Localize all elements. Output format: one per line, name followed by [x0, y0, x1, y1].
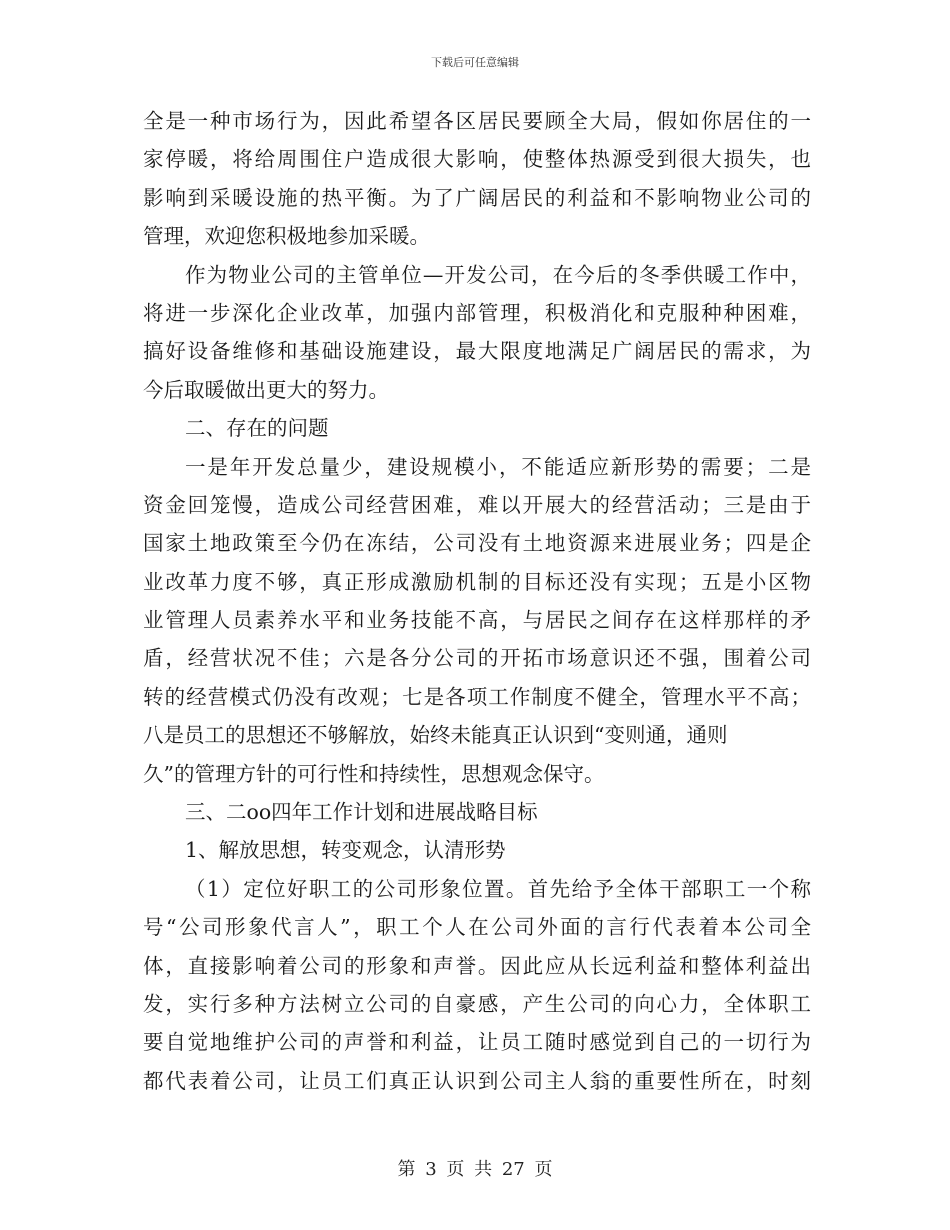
text-line: 资金回笼慢，造成公司经营困难，难以开展大的经营活动；三是由于: [143, 492, 811, 517]
section-heading: 三、二oo四年工作计划和进展战略目标: [185, 800, 538, 825]
page-number: 第 3 页 共 27 页: [397, 1159, 553, 1180]
text-line: 业管理人员素养水平和业务技能不高，与居民之间存在这样那样的矛: [143, 608, 811, 633]
text-line: 都代表着公司，让员工们真正认识到公司主人翁的重要性所在，时刻: [143, 1068, 811, 1093]
text-line: 将进一步深化企业改革，加强内部管理，积极消化和克服种种困难，: [143, 300, 811, 325]
section-heading: 二、存在的问题: [185, 416, 329, 441]
subsection-heading: 1、解放思想，转变观念，认清形势: [185, 838, 506, 863]
text-line: 搞好设备维修和基础设施建设，最大限度地满足广阔居民的需求，为: [143, 339, 811, 364]
body-text: [143, 102, 811, 1100]
text-line: 发，实行多种方法树立公司的自豪感，产生公司的向心力，全体职工: [143, 991, 811, 1016]
text-line: 影响到采暖设施的热平衡。为了广阔居民的利益和不影响物业公司的: [143, 185, 811, 210]
text-line: 转的经营模式仍没有改观；七是各项工作制度不健全，管理水平不高；: [143, 684, 811, 709]
text-line: 家停暖，将给周围住户造成很大影响，使整体热源受到很大损失，也: [143, 147, 811, 172]
text-line: （1）定位好职工的公司形象位置。首先给予全体干部职工一个称: [185, 876, 811, 901]
text-line: 八是员工的思想还不够解放，始终未能真正认识到“变则通，通则: [143, 723, 728, 748]
text-line: 盾，经营状况不佳；六是各分公司的开拓市场意识还不强，围着公司: [143, 646, 811, 671]
header-note: 下载后可任意编辑: [431, 56, 519, 69]
text-line: 久”的管理方针的可行性和持续性，思想观念保守。: [143, 761, 605, 786]
text-line: 全是一种市场行为，因此希望各区居民要顾全大局，假如你居住的一: [143, 109, 811, 133]
text-line: 号“公司形象代言人”，职工个人在公司外面的言行代表着本公司全: [143, 915, 811, 940]
text-line: 作为物业公司的主管单位—开发公司，在今后的冬季供暖工作中，: [185, 262, 811, 287]
text-line: 国家土地政策至今仍在冻结，公司没有土地资源来进展业务；四是企: [143, 531, 811, 556]
text-line: 管理，欢迎您积极地参加采暖。: [143, 224, 430, 249]
text-line: 今后取暖做出更大的努力。: [143, 377, 389, 402]
text-line: 一是年开发总量少，建设规模小，不能适应新形势的需要；二是: [185, 454, 811, 479]
text-line: 体，直接影响着公司的形象和声誉。因此应从长远利益和整体利益出: [143, 953, 811, 978]
text-line: 要自觉地维护公司的声誉和利益，让员工随时感觉到自己的一切行为: [143, 1030, 811, 1055]
text-line: 业改革力度不够，真正形成激励机制的目标还没有实现；五是小区物: [143, 569, 811, 594]
